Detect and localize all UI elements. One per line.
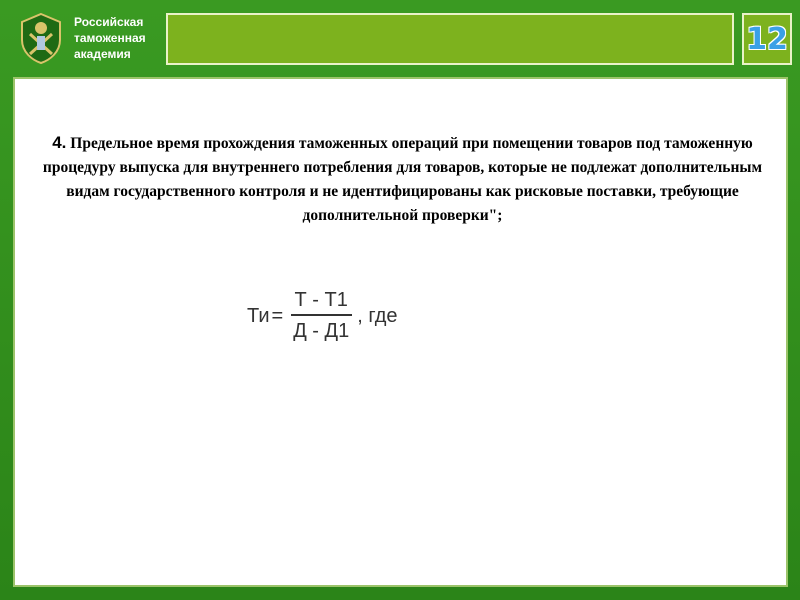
- header-bar: [166, 13, 734, 65]
- org-line-3: академия: [74, 47, 131, 61]
- paragraph-text: Предельное время прохождения таможенных операций при помещении товаров под таможенную процедуру выпуска для внутреннего потребления для товаров, которые не подлежат дополнительным видам государственного контроля и не идентифицированы как рисковые поставки, требующие дополнительной проверки";: [42, 135, 763, 224]
- formula-denominator: Д - Д1: [293, 320, 350, 342]
- content-panel: [13, 77, 788, 587]
- formula: [247, 283, 398, 349]
- formula-numerator: Т - Т1: [291, 289, 352, 316]
- org-line-1: Российская: [74, 15, 144, 29]
- organization-name: [74, 14, 146, 62]
- customs-academy-emblem-icon: [16, 10, 66, 66]
- page-number: 12: [746, 21, 788, 57]
- page-number-box: [742, 13, 792, 65]
- main-paragraph: [39, 131, 766, 228]
- formula-lhs: Ти: [247, 304, 270, 327]
- formula-suffix: , где: [357, 304, 398, 327]
- formula-equals: =: [271, 304, 284, 327]
- org-line-2: таможенная: [74, 31, 146, 45]
- item-number: 4.: [52, 133, 67, 152]
- formula-fraction: [289, 289, 353, 343]
